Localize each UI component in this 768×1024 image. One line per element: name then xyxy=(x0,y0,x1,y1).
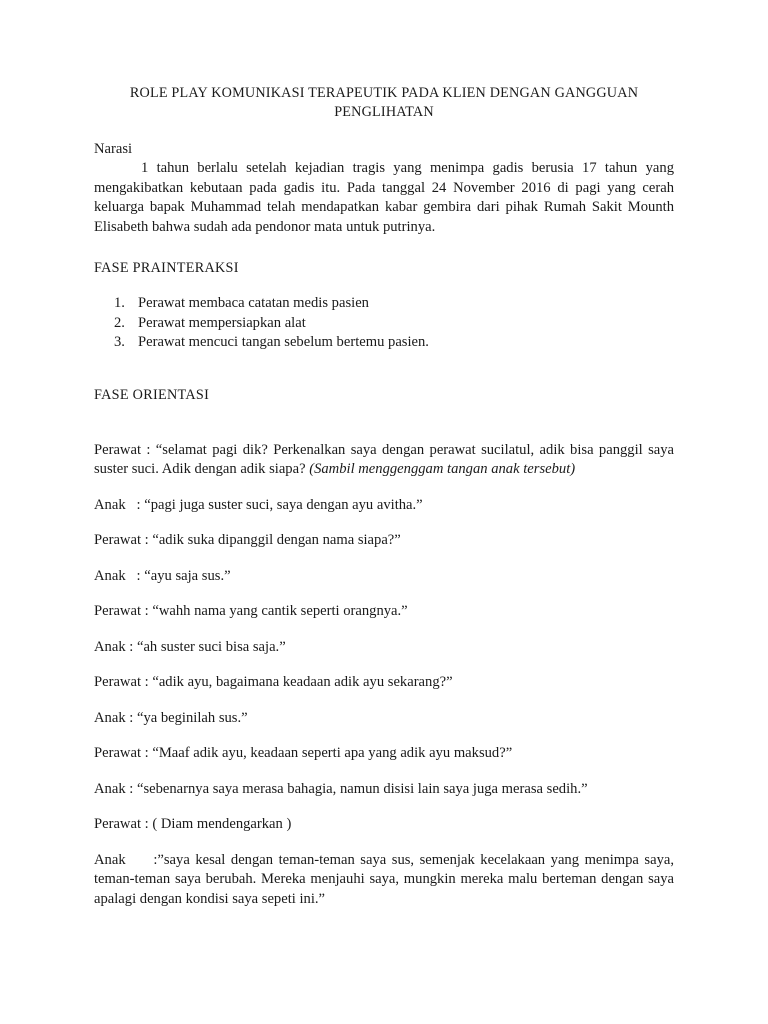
prainteraksi-list xyxy=(94,294,674,353)
title-line-2: PENGLIHATAN xyxy=(334,104,434,120)
list-item-number: 3. xyxy=(114,334,125,350)
dialog-line: Anak : “ayu saja sus.” xyxy=(94,567,231,584)
dialog-line: Perawat : “adik ayu, bagaimana keadaan adik ayu sekarang?” xyxy=(94,674,453,690)
dialog-line: Perawat : “adik suka dipanggil dengan nama siapa?” xyxy=(94,532,401,548)
narasi-label: Narasi xyxy=(94,141,133,157)
list-item-number: 2. xyxy=(114,314,125,331)
dialog-line: Anak :”saya kesal dengan teman-teman saya sus, semenjak kecelakaan yang menimpa saya, teman-teman saya berubah. Mereka menjauhi saya, mungkin mereka malu berteman dengan saya apalagi dengan kondisi saya sepeti ini.” xyxy=(94,851,678,907)
title-line-1: ROLE PLAY KOMUNIKASI TERAPEUTIK PADA KLIEN DENGAN GANGGUAN xyxy=(129,85,639,101)
dialog-line: Perawat : “wahh nama yang cantik seperti orangnya.” xyxy=(94,603,408,619)
list-item xyxy=(94,294,674,314)
document-page xyxy=(94,84,678,925)
dialog-line: Perawat : “Maaf adik ayu, keadaan seperti apa yang adik ayu maksud?” xyxy=(94,745,513,761)
stage-direction: (Sambil menggenggam tangan anak tersebut) xyxy=(309,461,576,477)
heading-fase-prainteraksi: FASE PRAINTERAKSI xyxy=(94,260,239,276)
dialog-line xyxy=(94,441,674,480)
list-item-text: Perawat mempersiapkan alat xyxy=(138,314,306,331)
dialog-line: Anak : “ah suster suci bisa saja.” xyxy=(94,638,286,655)
list-item xyxy=(94,333,674,353)
heading-fase-orientasi: FASE ORIENTASI xyxy=(94,386,210,403)
dialog-line: Perawat : ( Diam mendengarkan ) xyxy=(94,816,292,832)
dialog-line: Anak : “ya beginilah sus.” xyxy=(94,709,248,726)
dialog-line: Anak : “sebenarnya saya merasa bahagia, namun disisi lain saya juga merasa sedih.” xyxy=(94,780,588,797)
dialog-text: Perawat : “selamat pagi dik? Perkenalkan saya dengan perawat sucilatul, adik bisa panggil saya suster suci. Adik dengan adik siapa? xyxy=(94,441,674,477)
list-item-text: Perawat membaca catatan medis pasien xyxy=(138,295,369,311)
dialog-line: Anak : “pagi juga suster suci, saya dengan ayu avitha.” xyxy=(94,496,423,513)
list-item xyxy=(94,314,674,334)
list-item-number: 1. xyxy=(114,295,125,311)
list-item-text: Perawat mencuci tangan sebelum bertemu pasien. xyxy=(138,334,429,350)
narasi-paragraph: 1 tahun berlalu setelah kejadian tragis yang menimpa gadis berusia 17 tahun yang mengakibatkan kebutaan pada gadis itu. Pada tanggal 24 November 2016 di pagi yang cerah keluarga bapak Muhammad telah mendapatkan kabar gembira dari pihak Rumah Sakit Mounth Elisabeth bahwa sudah ada pendonor mata untuk putrinya. xyxy=(94,160,674,235)
document-title xyxy=(94,84,674,122)
